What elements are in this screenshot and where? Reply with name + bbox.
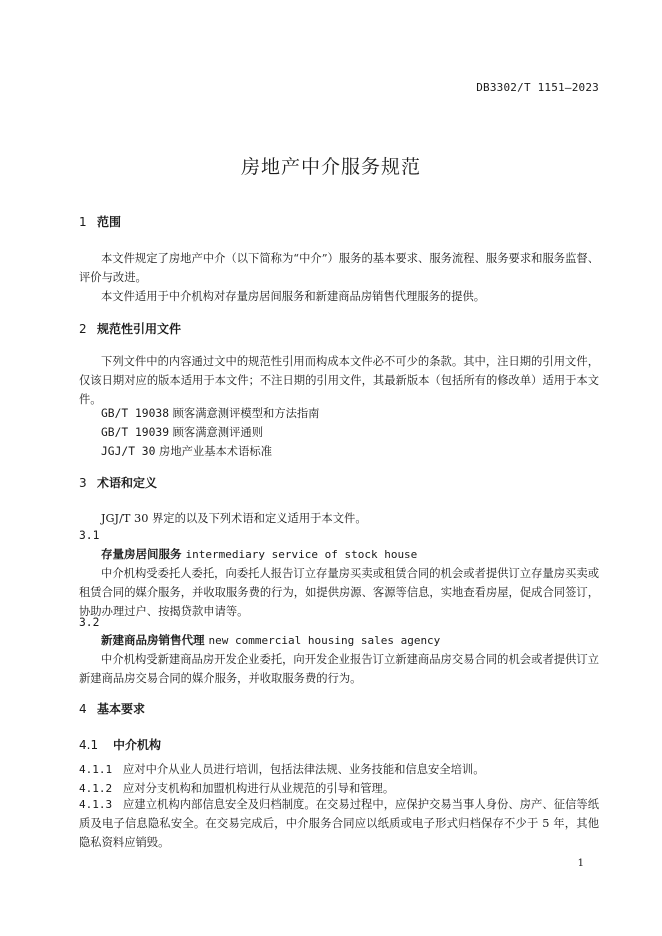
section-1-heading	[79, 213, 121, 231]
term-number: 3.1	[79, 529, 100, 542]
subsection-title: 中介机构	[113, 738, 162, 752]
term-title: 新建商品房销售代理 new commercial housing sales agency	[101, 633, 441, 647]
normative-reference: GB/T 19039 顾客满意测评通则	[101, 426, 263, 439]
section-title: 范围	[97, 215, 122, 229]
normative-reference: GB/T 19038 顾客满意测评模型和方法指南	[101, 407, 320, 420]
subsection-number: 4.1	[79, 738, 99, 752]
section-3-heading	[79, 474, 157, 492]
section-2-heading	[79, 320, 181, 338]
term-title: 存量房居间服务 intermediary service of stock house	[101, 547, 418, 561]
section-2-paragraph-1: 下列文件中的内容通过文中的规范性引用而构成本文件必不可少的条款。其中，注日期的引用文件，仅该日期对应的版本适用于本文件；不注日期的引用文件，其最新版本（包括所有的修改单）适用于本文件。	[79, 355, 599, 406]
document-code: DB3302/T 1151—2023	[476, 81, 599, 94]
section-number: 3	[79, 476, 87, 490]
page-number: 1	[577, 858, 584, 869]
section-title: 术语和定义	[97, 476, 158, 490]
clause-item: 4.1.2 应对分支机构和加盟机构进行从业规范的引导和管理。	[79, 782, 395, 795]
section-3-paragraph-1: JGJ/T 30 界定的以及下列术语和定义适用于本文件。	[101, 512, 367, 525]
section-title: 规范性引用文件	[97, 322, 182, 336]
section-4-heading	[79, 700, 145, 718]
section-number: 4	[79, 702, 87, 716]
section-title: 基本要求	[97, 702, 146, 716]
term-definition: 中介机构受委托人委托，向委托人报告订立存量房买卖或租赁合同的机会或者提供订立存量房买卖或租赁合同的媒介服务，并收取服务费的行为，如提供房源、客源等信息，实地查看房屋，促成合同签订，协助办理过户、按揭贷款申请等。	[79, 567, 599, 618]
clause-item: 4.1.3 应建立机构内部信息安全及归档制度。在交易过程中，应保护交易当事人身份、房产、征信等纸质及电子信息隐私安全。在交易完成后，中介服务合同应以纸质或电子形式归档保存不少于 5 年，其他隐私资料应销毁。	[79, 798, 599, 849]
term-definition: 中介机构受新建商品房开发企业委托，向开发企业报告订立新建商品房交易合同的机会或者提供订立新建商品房交易合同的媒介服务，并收取服务费的行为。	[79, 653, 599, 685]
section-1-paragraph-2: 本文件适用于中介机构对存量房居间服务和新建商品房销售代理服务的提供。	[101, 290, 486, 303]
clause-item: 4.1.1 应对中介从业人员进行培训，包括法律法规、业务技能和信息安全培训。	[79, 763, 485, 776]
document-title: 房地产中介服务规范	[240, 156, 421, 178]
normative-reference: JGJ/T 30 房地产业基本术语标准	[101, 445, 272, 458]
term-number: 3.2	[79, 616, 100, 629]
section-number: 1	[79, 215, 87, 229]
section-number: 2	[79, 322, 87, 336]
section-1-paragraph-1: 本文件规定了房地产中介（以下简称为“中介”）服务的基本要求、服务流程、服务要求和服务监督、评价与改进。	[79, 252, 599, 284]
subsection-4-1-heading	[79, 736, 161, 754]
